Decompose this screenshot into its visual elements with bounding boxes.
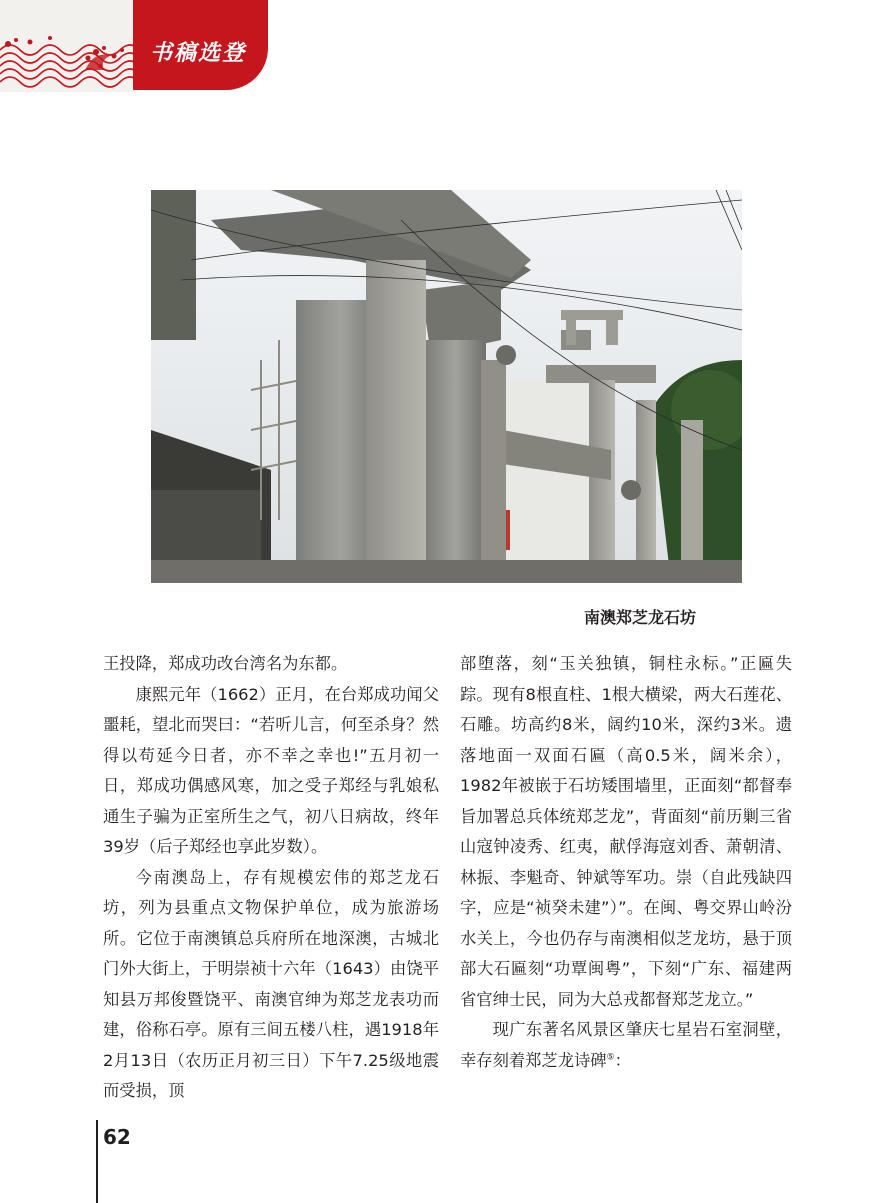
footnote-marker[interactable]: ⑤: [606, 1052, 615, 1063]
paragraph-with-footnote: [460, 1015, 792, 1076]
figure-caption: 南澳郑芝龙石坊: [583, 608, 696, 627]
paragraph: 部堕落，刻“玉关独镇，铜柱永标。”正匾失踪。现有8根直柱、1根大横梁，两大石莲花、石雕。坊高约8米，阔约10米，深约3米。遗落地面一双面石匾（高0.5米，阔米余），1982年被嵌于石坊矮围墙里，正面刻“都督奉旨加署总兵体统郑芝龙”，背面刻“前历剿三省山寇钟凌秀、红夷，献俘海寇刘香、萧朝清、林振、李魁奇、钟斌等军功。崇（自此残缺四字，应是“祯癸未建”）”。在闽、粤交界山岭汾水关上，今也仍存与南澳相似芝龙坊，悬于顶部大石匾刻“功覃闽粤”，下刻“广东、福建两省官绅士民，同为大总戎都督郑芝龙立。”: [460, 654, 792, 1009]
left-text-column: [103, 649, 439, 1107]
paragraph: 今南澳岛上，存有规模宏伟的郑芝龙石坊，列为县重点文物保护单位，成为旅游场所。它位于南澳镇总兵府所在地深澳，古城北门外大街上，于明崇祯十六年（1643）由饶平知县万邦俊暨饶平、南澳官绅为郑芝龙表功而建，俗称石亭。原有三间五楼八柱，遇1918年2月13日（农历正月初三日）下午7.25级地震而受损，顶: [103, 867, 439, 1100]
archway-photo-illustration: [151, 190, 742, 583]
wave-pattern-icon: [0, 0, 135, 92]
right-text-column: [460, 649, 792, 1076]
stone-archway-photo: [151, 190, 742, 583]
paragraph: 王投降，郑成功改台湾名为东都。: [103, 654, 348, 673]
page-number-rule: [96, 1120, 98, 1203]
page-number: 62: [103, 1125, 131, 1149]
section-title: 书稿选登: [150, 40, 247, 66]
paragraph-text: 现广东著名风景区肇庆七星岩石室洞壁，幸存刻着郑芝龙诗碑: [460, 1020, 792, 1070]
paragraph-text-end: ：: [614, 1050, 631, 1070]
header-wave-decoration: [0, 0, 135, 92]
paragraph: 康熙元年（1662）正月，在台郑成功闻父噩耗，望北而哭曰：“若听儿言，何至杀身？然得以苟延今日者，亦不幸之幸也!”五月初一日，郑成功偶感风寒，加之受子郑经与乳娘私通生子骗为正室所生之气，初八日病故，终年39岁（后子郑经也享此岁数）。: [103, 684, 439, 856]
